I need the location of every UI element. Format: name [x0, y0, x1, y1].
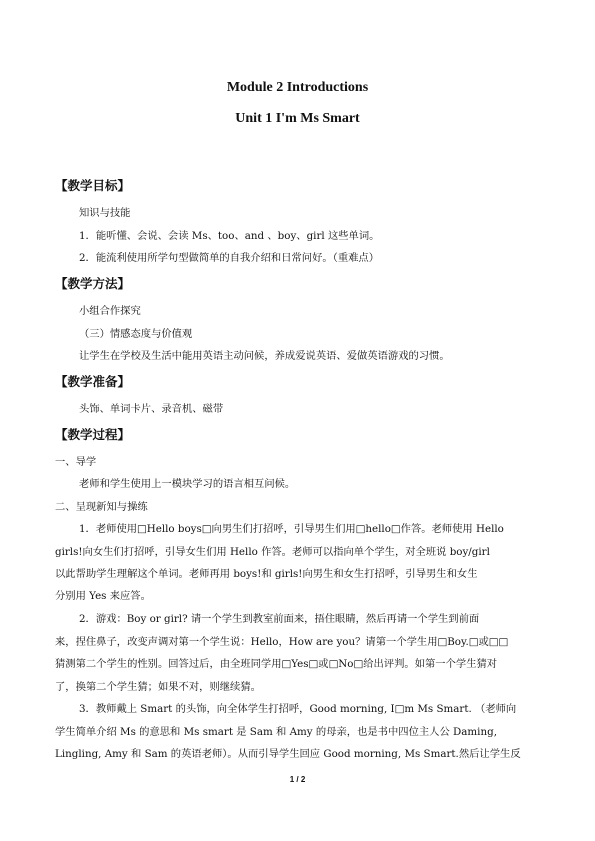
process-line: 猜测第二个学生的性别。回答过后，由全班同学用□Yes□或□No□给出评判。如第一个学生猜对 — [55, 658, 498, 670]
objectives-line: 2．能流利使用所学句型做简单的自我介绍和日常问好。（重难点） — [79, 252, 380, 264]
methods-line: 让学生在学校及生活中能用英语主动问候，养成爱说英语、爱做英语游戏的习惯。 — [79, 350, 450, 362]
objectives-line: 知识与技能 — [79, 207, 131, 219]
module-title: Module 2 Introductions — [226, 80, 369, 95]
process-line: 3．教师戴上 Smart 的头饰，向全体学生打招呼，Good morning, I□m Ms Smart. （老师向 — [79, 703, 517, 715]
objectives-line: 1．能听懂、会说、会读 Ms、too、and 、boy、girl 这些单词。 — [79, 230, 380, 242]
process-line: 分别用 Yes 来应答。 — [55, 590, 151, 602]
process-line: 学生简单介绍 Ms 的意思和 Ms smart 是 Sam 和 Amy 的母亲，也是书中四位主人公 Daming, — [55, 726, 497, 738]
process-line: girls!向女生们打招呼，引导女生们用 Hello 作答。老师可以指向单个学生，对全班说 boy/girl — [55, 546, 490, 558]
preparation-line: 头饰、单词卡片、录音机、磁带 — [79, 403, 224, 415]
methods-line: 小组合作探究 — [79, 305, 141, 317]
process-line: 以此帮助学生理解这个单词。老师再用 boys!和 girls!向男生和女生打招呼，引导男生和女生 — [55, 568, 478, 580]
methods-line: （三）情感态度与价值观 — [79, 328, 193, 340]
preparation-heading: 【教学准备】 — [55, 374, 131, 389]
process-line: 二、呈现新知与操练 — [55, 501, 148, 513]
process-heading: 【教学过程】 — [55, 427, 131, 442]
methods-heading: 【教学方法】 — [55, 276, 131, 291]
page-number: 1 / 2 — [289, 775, 306, 784]
process-line: 一、导学 — [55, 456, 97, 468]
process-line: 老师和学生使用上一模块学习的语言相互问候。 — [79, 478, 296, 490]
objectives-heading: 【教学目标】 — [55, 178, 131, 193]
process-line: 来，捏住鼻子，改变声调对第一个学生说：Hello，How are you？请第一个学生用□Boy.□或□□ — [55, 636, 509, 648]
unit-title: Unit 1 I'm Ms Smart — [235, 111, 360, 126]
process-line: Lingling, Amy 和 Sam 的英语老师）。从而引导学生回应 Good morning, Ms Smart.然后让学生反 — [55, 748, 521, 760]
process-line: 1．老师使用□Hello boys□向男生们打招呼，引导男生们用□hello□作答。老师使用 Hello — [79, 523, 504, 535]
process-line: 2．游戏：Boy or girl? 请一个学生到教室前面来，捂住眼睛，然后再请一个学生到前面 — [79, 613, 480, 625]
process-line: 了，换第二个学生猜；如果不对，则继续猜。 — [55, 681, 261, 693]
